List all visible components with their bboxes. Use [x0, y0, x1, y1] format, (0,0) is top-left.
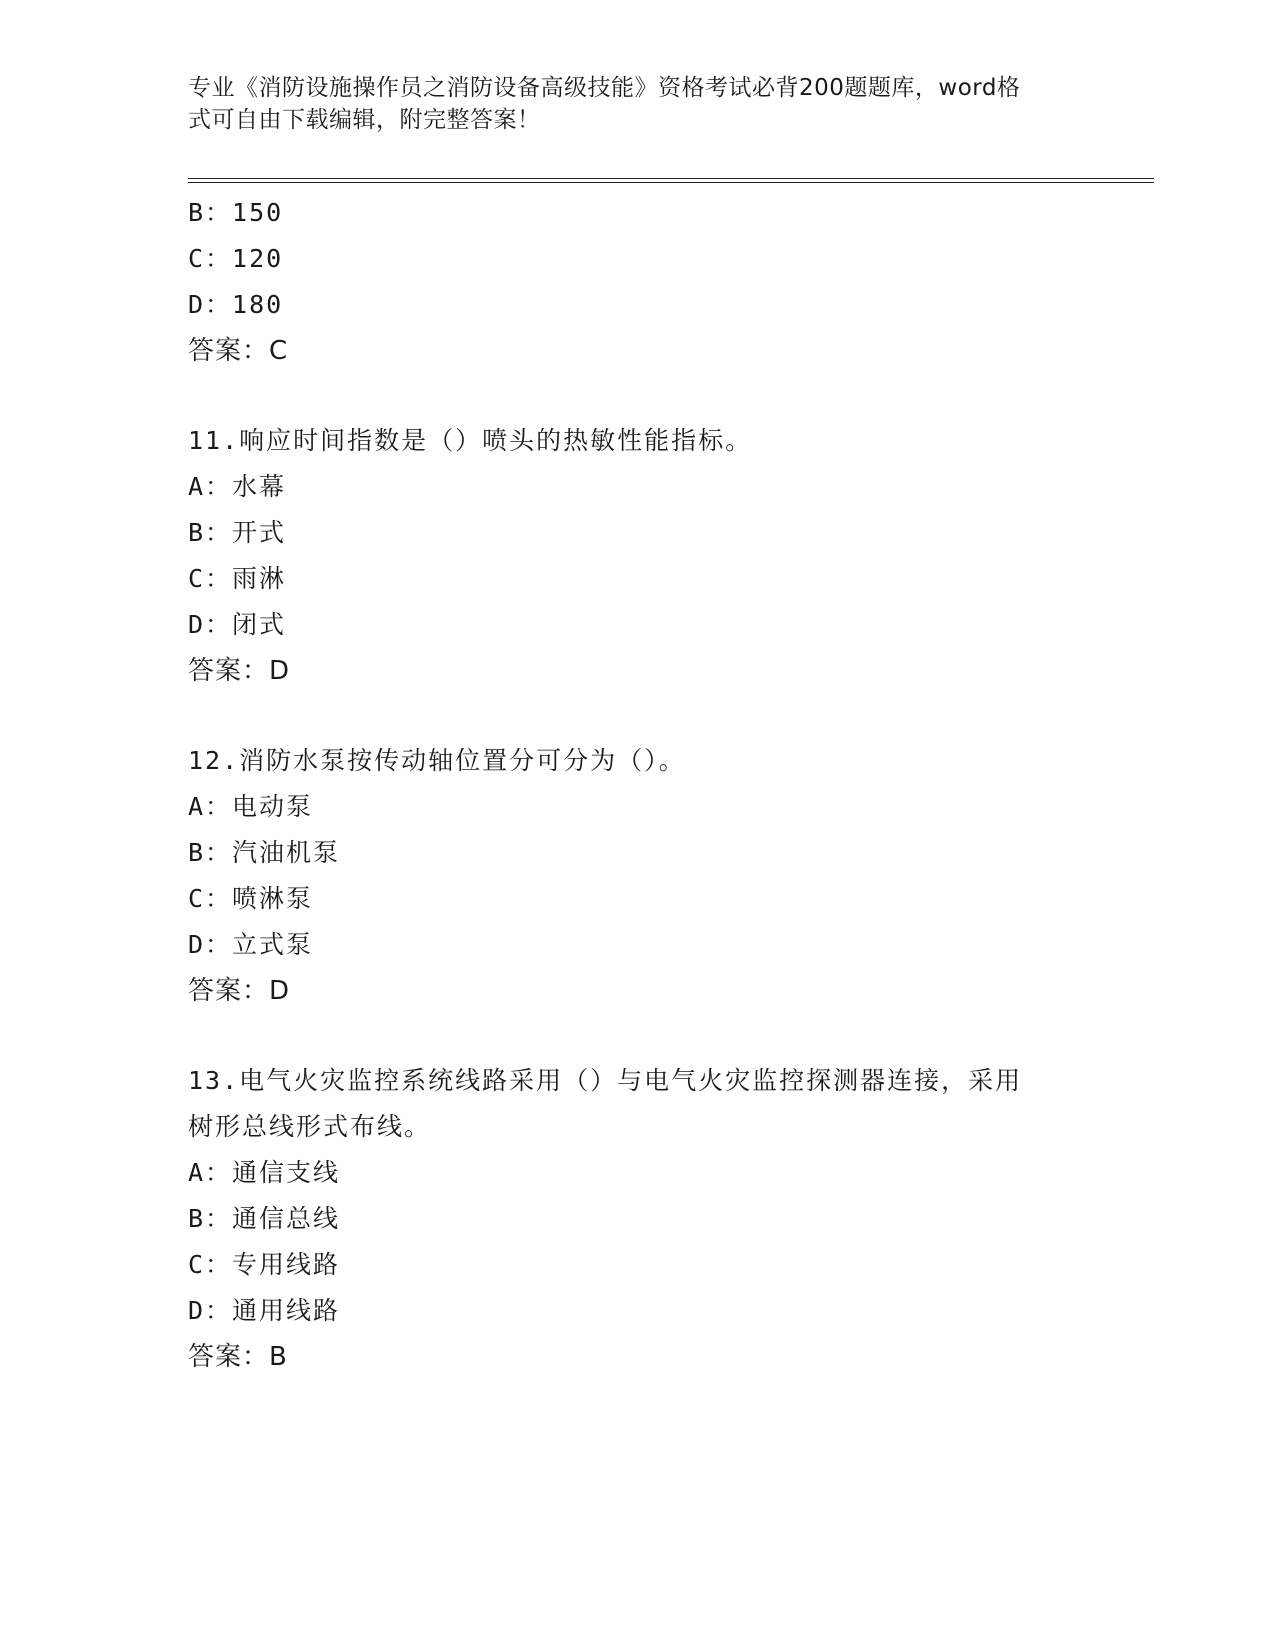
option-d: D：立式泵 — [188, 930, 314, 959]
option-b: B：150 — [188, 198, 284, 227]
option-d: D：180 — [188, 290, 284, 319]
header-divider-bottom — [188, 182, 1154, 183]
answer-line: 答案：D — [188, 656, 291, 686]
spacer — [188, 694, 1088, 738]
option-a: A：电动泵 — [188, 792, 314, 821]
question-12 — [188, 738, 1088, 1014]
option-b: B：开式 — [188, 518, 287, 547]
answer-line: 答案：C — [188, 336, 289, 366]
answer-line: 答案：D — [188, 976, 291, 1006]
header-line-1: 专业《消防设施操作员之消防设备高级技能》资格考试必背200题题库，word格 — [188, 75, 1021, 101]
document-header — [188, 72, 1068, 136]
option-a: A：通信支线 — [188, 1158, 341, 1187]
question-stem: 12.消防水泵按传动轴位置分可分为（）。 — [188, 746, 686, 775]
option-a: A：水幕 — [188, 472, 287, 501]
option-d: D：闭式 — [188, 610, 287, 639]
option-c: C：雨淋 — [188, 564, 287, 593]
question-stem-line-2: 树形总线形式布线。 — [188, 1112, 432, 1141]
header-divider-top — [188, 178, 1154, 179]
option-c: C：120 — [188, 244, 284, 273]
answer-line: 答案：B — [188, 1342, 288, 1372]
question-stem-line-1: 13.电气火灾监控系统线路采用（）与电气火灾监控探测器连接，采用 — [188, 1066, 1023, 1095]
option-c: C：专用线路 — [188, 1250, 341, 1279]
spacer — [188, 1014, 1088, 1058]
question-11 — [188, 418, 1088, 694]
question-stem: 11.响应时间指数是（）喷头的热敏性能指标。 — [188, 426, 753, 455]
option-b: B：汽油机泵 — [188, 838, 341, 867]
spacer — [188, 374, 1088, 418]
question-list — [188, 190, 1088, 1380]
option-d: D：通用线路 — [188, 1296, 341, 1325]
option-c: C：喷淋泵 — [188, 884, 314, 913]
option-b: B：通信总线 — [188, 1204, 341, 1233]
question-10 — [188, 190, 1088, 374]
question-13 — [188, 1058, 1088, 1380]
header-line-2: 式可自由下载编辑，附完整答案！ — [188, 107, 541, 133]
